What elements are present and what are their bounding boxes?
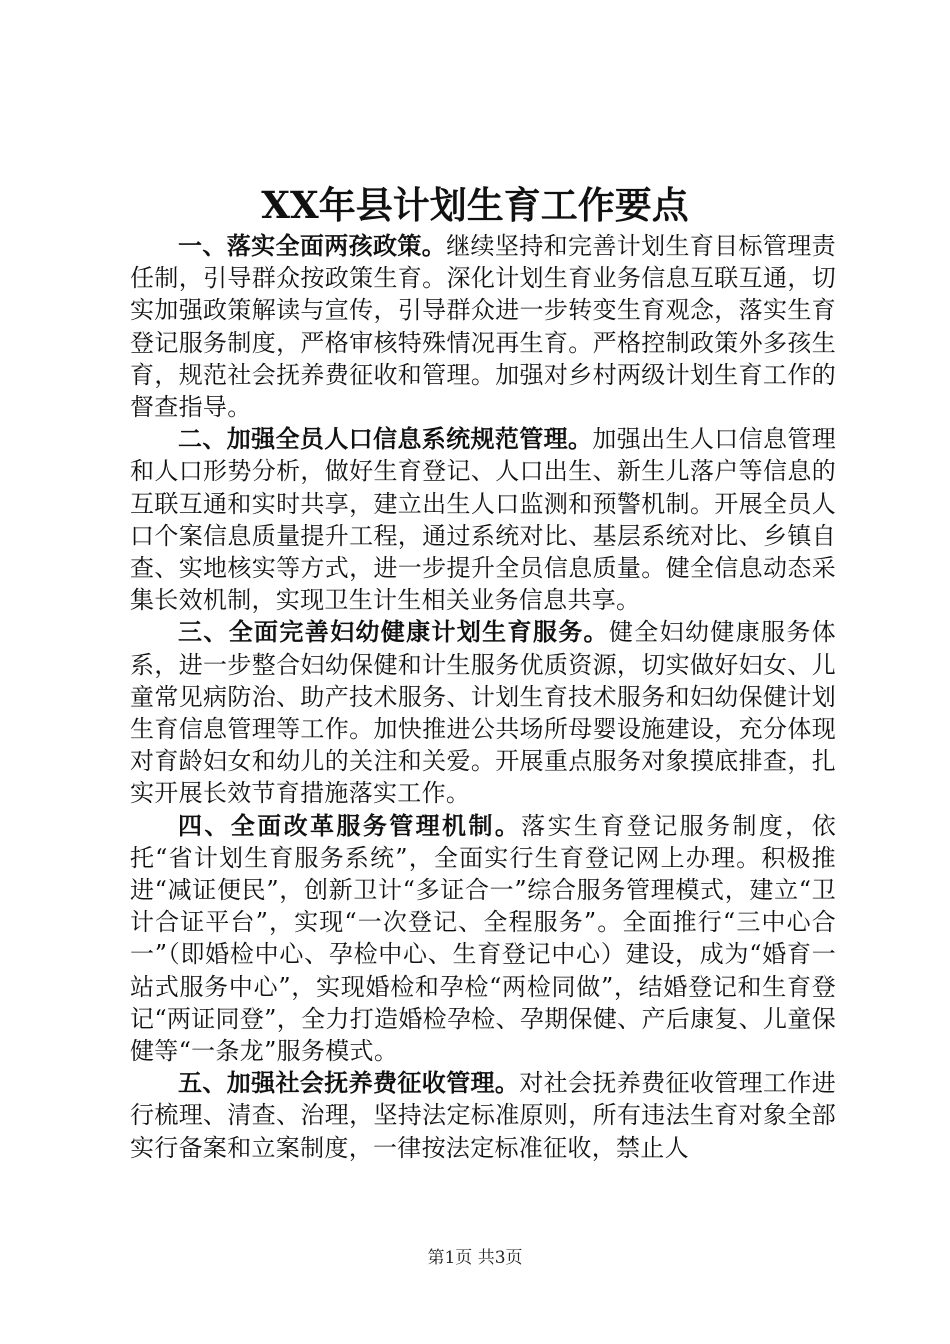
document-body bbox=[130, 230, 836, 1164]
paragraph-3 bbox=[130, 616, 836, 809]
page-number-footer: 第1页 共3页 bbox=[427, 1248, 523, 1268]
paragraph-1 bbox=[130, 230, 836, 423]
paragraph-text: 加强出生人口信息管理和人口形势分析，做好生育登记、人口出生、新生儿落户等信息的互联互通和实时共享，建立出生人口监测和预警机制。开展全员人口个案信息质量提升工程，通过系统对比、基层系统对比、乡镇自查、实地核实等方式，进一步提升全员信息质量。健全信息动态采集长效机制，实现卫生计生相关业务信息共享。 bbox=[130, 425, 836, 615]
paragraph-text: 落实生育登记服务制度，依托“省计划生育服务系统”，全面实行生育登记网上办理。积极推进“减证便民”，创新卫计“多证合一”综合服务管理模式，建立“卫计合证平台”，实现“一次登记、全程服务”。全面推行“三中心合一”（即婚检中心、孕检中心、生育登记中心）建设，成为“婚育一站式服务中心”，实现婚检和孕检“两检同做”，结婚登记和生育登记“两证同登”，全力打造婚检孕检、孕期保健、产后康复、儿童保健等“一条龙”服务模式。 bbox=[130, 811, 836, 1066]
paragraph-4 bbox=[130, 810, 836, 1068]
paragraph-heading: 一、落实全面两孩政策。 bbox=[178, 231, 447, 260]
paragraph-text: 健全妇幼健康服务体系，进一步整合妇幼保健和计生服务优质资源，切实做好妇女、儿童常见病防治、助产技术服务、计划生育技术服务和妇幼保健计划生育信息管理等工作。加快推进公共场所母婴设施建设，充分体现对育龄妇女和幼儿的关注和关爱。开展重点服务对象摸底排查，扎实开展长效节育措施落实工作。 bbox=[130, 618, 836, 808]
paragraph-heading: 三、全面完善妇幼健康计划生育服务。 bbox=[178, 617, 609, 647]
paragraph-heading: 四、全面改革服务管理机制。 bbox=[178, 810, 522, 840]
paragraph-text: 继续坚持和完善计划生育目标管理责任制，引导群众按政策生育。深化计划生育业务信息互联互通，切实加强政策解读与宣传，引导群众进一步转变生育观念，落实生育登记服务制度，严格审核特殊情况再生育。严格控制政策外多孩生育，规范社会抚养费征收和管理。加强对乡村两级计划生育工作的督查指导。 bbox=[130, 232, 836, 422]
paragraph-2 bbox=[130, 423, 836, 616]
paragraph-heading: 二、加强全员人口信息系统规范管理。 bbox=[178, 424, 593, 454]
paragraph-text: 对社会抚养费征收管理工作进行梳理、清查、治理，坚持法定标准原则，所有违法生育对象全部实行备案和立案制度，一律按法定标准征收，禁止人 bbox=[130, 1069, 836, 1162]
paragraph-heading: 五、加强社会抚养费征收管理。 bbox=[178, 1068, 520, 1098]
paragraph-5 bbox=[130, 1067, 836, 1164]
document-title: XX年县计划生育工作要点 bbox=[261, 183, 689, 227]
